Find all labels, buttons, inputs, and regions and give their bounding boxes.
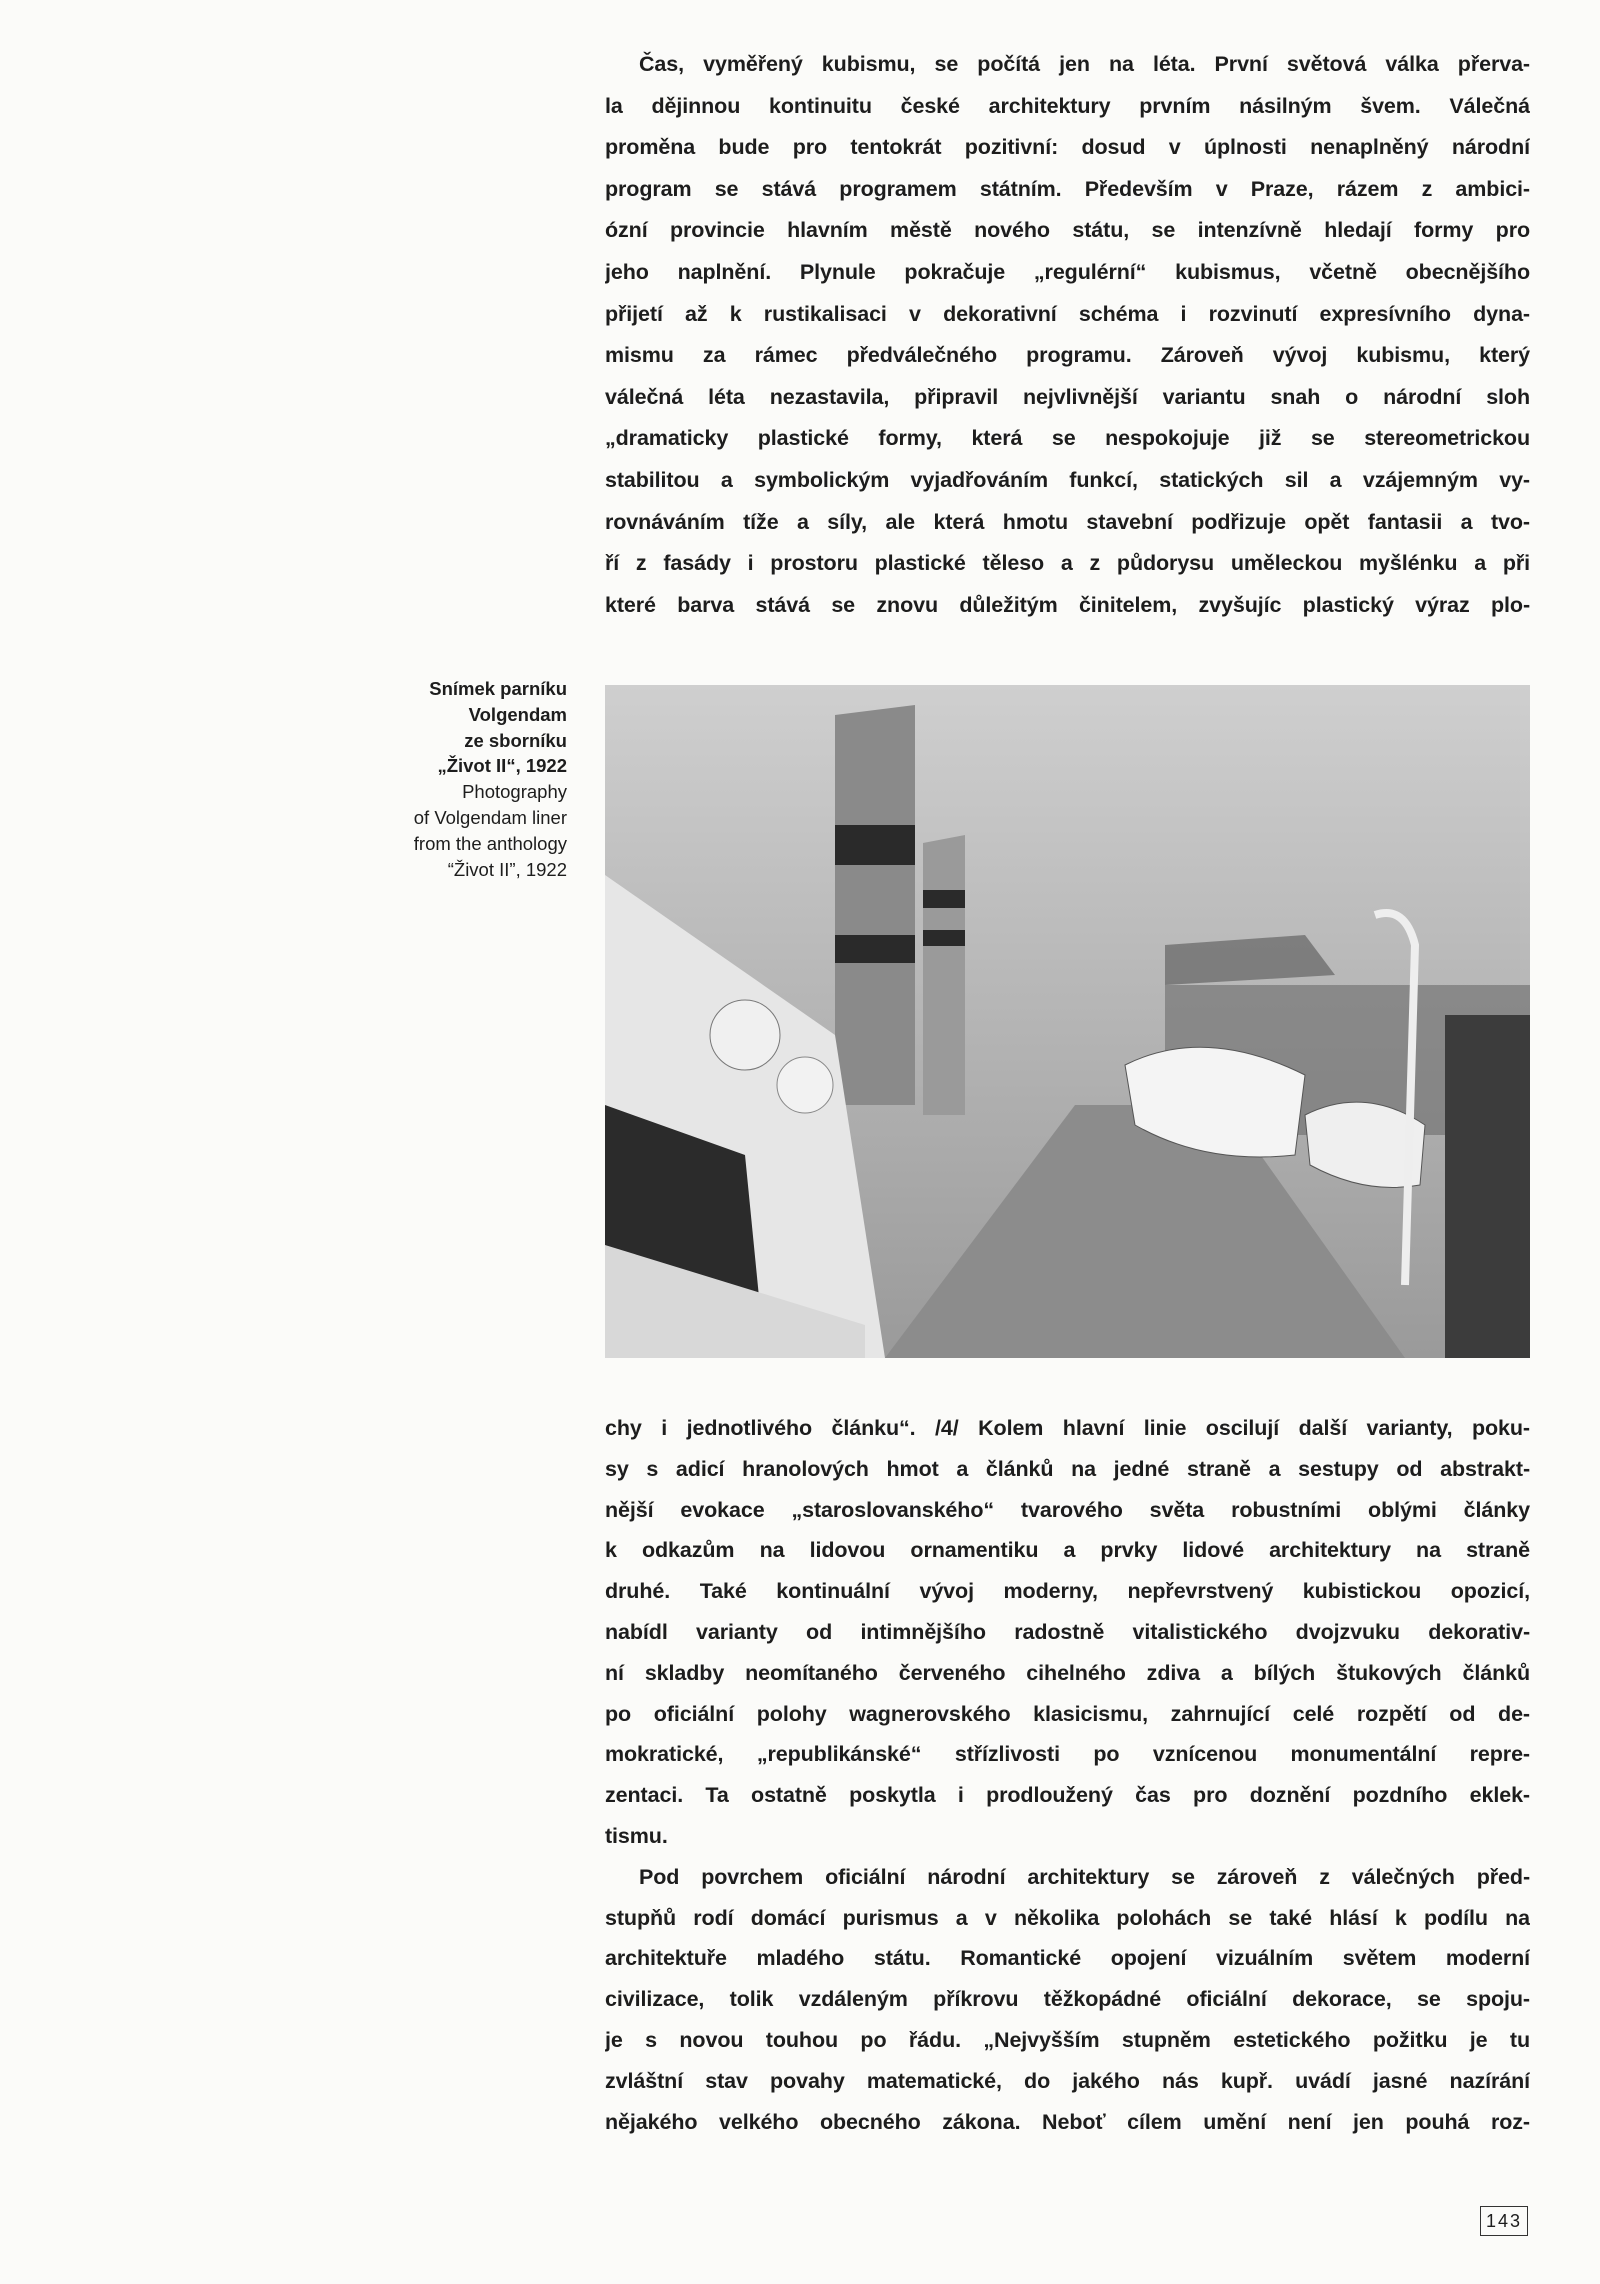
- text-line: chy i jednotlivého článku“. /4/ Kolem hlavní linie oscilují další varianty, poku-: [605, 1416, 1530, 1440]
- text-line: přijetí až k rustikalisaci v dekorativní schéma i rozvinutí expresívního dyna-: [605, 301, 1530, 326]
- ship-deck-photo: [605, 685, 1530, 1358]
- caption-cz-line: Volgendam: [468, 703, 567, 725]
- text-line: po oficiální polohy wagnerovského klasicismu, zahrnující celé rozpětí od de-: [605, 1701, 1530, 1726]
- text-line: proměna bude pro tentokrát pozitivní: dosud v úplnosti nenaplněný národní: [605, 135, 1530, 160]
- text-line: mismu za rámec předválečného programu. Zároveň vývoj kubismu, který: [605, 343, 1530, 368]
- text-line: k odkazům na lidovou ornamentiku a prvky lidové architektury na straně: [605, 1538, 1530, 1563]
- text-line: Čas, vyměřený kubismu, se počítá jen na léta. První světová válka přerva-: [639, 52, 1530, 76]
- text-line: la dějinnou kontinuitu české architektury prvním násilným švem. Válečná: [605, 93, 1530, 118]
- text-line: ní skladby neomítaného červeného cihelného zdiva a bílých štukových článků: [605, 1660, 1530, 1685]
- text-line: sy s adicí hranolových hmot a článků na jedné straně a sestupy od abstrakt-: [605, 1456, 1530, 1481]
- page-number: 143: [1480, 2206, 1528, 2236]
- figure-caption: [414, 676, 567, 882]
- text-line: nějakého velkého obecného zákona. Neboť cílem umění není jen pouhá roz-: [605, 2109, 1530, 2134]
- text-line: ózní provincie hlavním městě nového státu, se intenzívně hledají formy pro: [605, 218, 1530, 243]
- text-line: civilizace, tolik vzdáleným příkrovu těžkopádné oficiální dekorace, se spoju-: [605, 1987, 1530, 2012]
- text-line: „dramaticky plastické formy, která se nespokojuje již se stereometrickou: [605, 426, 1530, 451]
- text-line: válečná léta nezastavila, připravil nejvlivnější variantu snah o národní sloh: [605, 384, 1530, 409]
- text-line: druhé. Také kontinuální vývoj moderny, nepřevrstvený kubistickou opozicí,: [605, 1579, 1530, 1604]
- caption-cz-line: Snímek parníku: [429, 678, 567, 699]
- text-line: které barva stává se znovu důležitým činitelem, zvyšujíc plastický výraz plo-: [605, 592, 1530, 617]
- ship-photo-illustration: [605, 685, 1530, 1358]
- text-line: je s novou touhou po řádu. „Nejvyšším stupněm estetického požitku je tu: [605, 2027, 1530, 2052]
- top-paragraph: [605, 44, 1530, 626]
- bottom-text: [605, 1408, 1530, 2142]
- text-line: mokratické, „republikánské“ střízlivosti po vznícenou monumentální repre-: [605, 1742, 1530, 1767]
- text-line: Pod povrchem oficiální národní architektury se zároveň z válečných před-: [639, 1864, 1530, 1889]
- text-line: program se stává programem státním. Především v Praze, rázem z ambici-: [605, 176, 1530, 201]
- text-line: stabilitou a symbolickým vyjadřováním funkcí, statických sil a vzájemným vy-: [605, 467, 1530, 492]
- caption-en-line: from the anthology: [413, 832, 567, 854]
- text-line: architektuře mladého státu. Romantické opojení vizuálním světem moderní: [605, 1946, 1530, 1971]
- text-line: zvláštní stav povahy matematické, do jakého nás kupř. uvádí jasné nazírání: [605, 2068, 1530, 2093]
- caption-en-line: Photography: [462, 781, 567, 803]
- text-line: zentaci. Ta ostatně poskytla i prodloužený čas pro doznění pozdního eklek-: [605, 1783, 1530, 1808]
- text-line: tismu.: [605, 1823, 668, 1848]
- caption-cz-line: ze sborníku: [464, 729, 567, 751]
- text-line: rovnáváním tíže a síly, ale která hmotu stavební podřizuje opět fantasii a tvo-: [605, 509, 1530, 534]
- text-line: stupňů rodí domácí purismus a v několika polohách se také hlásí k podílu na: [605, 1905, 1530, 1930]
- caption-cz-line: „Život II“, 1922: [437, 755, 567, 777]
- caption-en-line: of Volgendam liner: [413, 806, 567, 828]
- caption-en-line: “Život II”, 1922: [447, 858, 567, 880]
- text-line: nabídl varianty od intimnějšího radostně vitalistického dvojzvuku dekorativ-: [605, 1619, 1530, 1644]
- text-line: nější evokace „staroslovanského“ tvarového světa robustními oblými články: [605, 1497, 1530, 1522]
- text-line: ří z fasády i prostoru plastické těleso a z půdorysu uměleckou myšlénku a při: [605, 551, 1530, 576]
- text-line: jeho naplnění. Plynule pokračuje „regulérní“ kubismus, včetně obecnějšího: [605, 259, 1530, 284]
